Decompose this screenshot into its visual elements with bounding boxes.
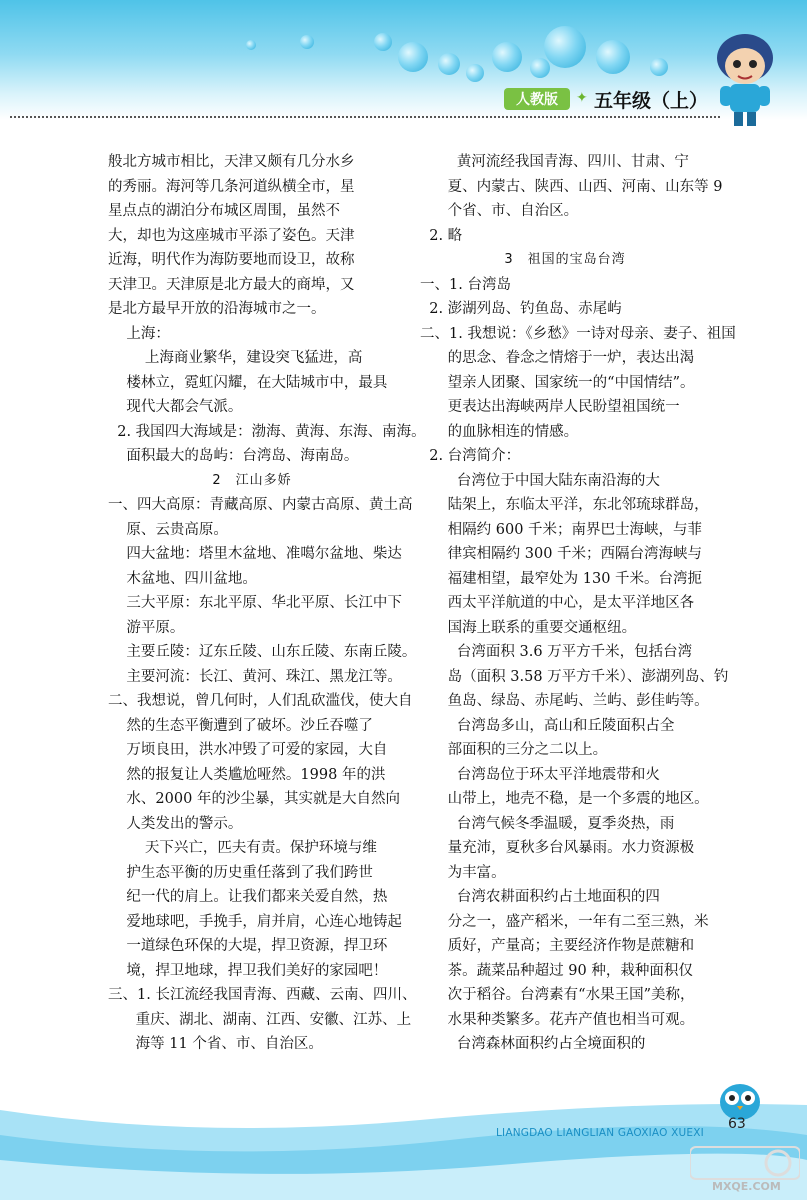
- section-heading: 2 江山多娇: [212, 472, 292, 488]
- bubble-decoration: [596, 40, 630, 74]
- footer-wave: [0, 1080, 807, 1200]
- text-line: 上海商业繁华，建设突飞猛进，高: [108, 350, 363, 366]
- text-line: 个省、市、自治区。: [420, 203, 579, 219]
- edition-badge: 人教版: [504, 88, 570, 110]
- text-line: 上海：: [108, 325, 170, 342]
- text-line: 的思念、眷念之情熔于一炉，表达出渴: [420, 350, 695, 366]
- text-line: 的秀丽。海河等几条河道纵横全市，星: [108, 178, 355, 195]
- text-line: 夏、内蒙古、陕西、山西、河南、山东等 9: [420, 178, 723, 195]
- watermark-url: MXQE.COM: [712, 1180, 781, 1193]
- text-line: 主要丘陵：辽东丘陵、山东丘陵、东南丘陵。: [108, 644, 417, 660]
- text-line: 台湾农耕面积约占土地面积的四: [420, 889, 660, 905]
- text-line: 2. 澎湖列岛、钓鱼岛、赤尾屿: [420, 301, 622, 317]
- bubble-decoration: [492, 42, 522, 72]
- text-line: 台湾位于中国大陆东南沿海的大: [420, 472, 660, 489]
- text-line: 大，却也为这座城市平添了姿色。天津: [108, 227, 355, 244]
- text-line: 2. 台湾简介：: [420, 448, 521, 464]
- text-line: 2. 略: [420, 227, 463, 244]
- text-line: 三大平原：东北平原、华北平原、长江中下: [108, 595, 402, 611]
- text-line: 天下兴亡，匹夫有责。保护环境与维: [108, 840, 377, 856]
- page-number: 63: [728, 1116, 746, 1132]
- series-title: LIANGDAO LIANGLIAN GAOXIAO XUEXI: [496, 1127, 704, 1139]
- text-line: 四大盆地：塔里木盆地、准噶尔盆地、柴达: [108, 546, 402, 562]
- diamond-icon: ✦: [576, 90, 588, 106]
- text-line: 海等 11 个省、市、自治区。: [108, 1036, 323, 1052]
- text-line: 的血脉相连的情感。: [420, 423, 579, 440]
- text-line: 岛（面积 3.58 万平方千米）、澎湖列岛、钓: [420, 668, 729, 685]
- text-line: 护生态平衡的历史重任落到了我们跨世: [108, 864, 373, 881]
- bubble-decoration: [544, 26, 586, 68]
- mascot-boy-icon: [700, 28, 790, 128]
- text-line: 台湾岛位于环太平洋地震带和火: [420, 766, 660, 783]
- text-line: 游平原。: [108, 619, 185, 636]
- bubble-decoration: [650, 58, 668, 76]
- text-line: 水、2000 年的沙尘暴，其实就是大自然向: [108, 791, 400, 807]
- text-line: 台湾岛多山，高山和丘陵面积占全: [420, 717, 675, 734]
- text-line: 分之一，盛产稻米，一年有二至三熟，米: [420, 913, 709, 930]
- text-line: 一、四大高原：青藏高原、内蒙古高原、黄土高: [108, 497, 413, 513]
- text-line: 黄河流经我国青海、四川、甘肃、宁: [420, 154, 689, 170]
- text-line: 般北方城市相比，天津又颇有几分水乡: [108, 154, 355, 170]
- text-line: 陆架上，东临太平洋，东北邻琉球群岛，: [420, 497, 709, 513]
- bubble-decoration: [466, 64, 484, 82]
- text-line: 现代大都会气派。: [108, 399, 243, 415]
- text-line: 西太平洋航道的中心，是太平洋地区各: [420, 595, 695, 611]
- text-line: 二、1. 我想说：《乡愁》一诗对母亲、妻子、祖国: [420, 325, 736, 342]
- text-line: 鱼岛、绿岛、赤尾屿、兰屿、彭佳屿等。: [420, 693, 709, 709]
- text-line: 质好，产量高；主要经济作物是蔗糖和: [420, 938, 695, 954]
- text-line: 望亲人团聚、国家统一的“中国情结”。: [420, 374, 695, 391]
- bubble-decoration: [246, 40, 256, 50]
- text-line: 然的生态平衡遭到了破坏。沙丘吞噬了: [108, 717, 373, 734]
- text-line: 2. 我国四大海域是：渤海、黄海、东海、南海。: [108, 423, 426, 440]
- text-line: 楼林立，霓虹闪耀，在大陆城市中，最具: [108, 374, 388, 391]
- text-line: 部面积的三分之二以上。: [420, 742, 608, 758]
- bubble-decoration: [398, 42, 428, 72]
- right-column: [420, 150, 736, 1057]
- text-line: 量充沛，夏秋多台风暴雨。水力资源极: [420, 840, 695, 856]
- text-line: 次于稻谷。台湾素有“水果王国”美称，: [420, 987, 695, 1003]
- bubble-decoration: [374, 33, 392, 51]
- text-line: 爱地球吧，手挽手，肩并肩，心连心地铸起: [108, 913, 402, 930]
- text-line: 台湾气候冬季温暖，夏季炎热，雨: [420, 815, 675, 832]
- text-line: 然的报复让人类尴尬哑然。1998 年的洪: [108, 766, 386, 783]
- text-line: 台湾森林面积约占全境面积的: [420, 1036, 646, 1052]
- text-line: 水果种类繁多。花卉产值也相当可观。: [420, 1011, 695, 1028]
- text-line: 更表达出海峡两岸人民盼望祖国统一: [420, 399, 680, 415]
- bubble-decoration: [300, 35, 314, 49]
- text-line: 福建相望，最窄处为 130 千米。台湾扼: [420, 570, 703, 587]
- text-line: 天津卫。天津原是北方最大的商埠，又: [108, 276, 355, 293]
- bubble-decoration: [530, 58, 550, 78]
- text-line: 一道绿色环保的大堤，捍卫资源，捍卫环: [108, 938, 388, 954]
- text-line: 星点点的湖泊分布城区周围，虽然不: [108, 203, 340, 219]
- text-line: 一、1. 台湾岛: [420, 276, 511, 293]
- text-line: 国海上联系的重要交通枢纽。: [420, 619, 637, 636]
- text-line: 境，捍卫地球，捍卫我们美好的家园吧！: [108, 962, 388, 979]
- text-line: 主要河流：长江、黄河、珠江、黑龙江等。: [108, 668, 402, 685]
- text-line: 律宾相隔约 300 千米；西隔台湾海峡与: [420, 546, 703, 562]
- text-line: 木盆地、四川盆地。: [108, 570, 257, 587]
- grade-label: 五年级（上）: [594, 90, 709, 112]
- text-line: 相隔约 600 千米；南界巴士海峡，与菲: [420, 521, 703, 538]
- text-line: 是北方最早开放的沿海城市之一。: [108, 301, 326, 317]
- text-line: 为丰富。: [420, 864, 506, 881]
- section-heading: 3 祖国的宝岛台湾: [504, 252, 626, 267]
- text-line: 面积最大的岛屿：台湾岛、海南岛。: [108, 448, 359, 464]
- text-line: 三、1. 长江流经我国青海、西藏、云南、四川、: [108, 987, 417, 1003]
- bubble-decoration: [438, 53, 460, 75]
- text-line: 台湾面积 3.6 万平方千米，包括台湾: [420, 644, 693, 660]
- header-divider: [10, 116, 720, 118]
- text-line: 万顷良田，洪水冲毁了可爱的家园，大自: [108, 742, 388, 758]
- left-column: [108, 150, 426, 1057]
- text-line: 二、我想说，曾几何时，人们乱砍滥伐，使大自: [108, 693, 413, 709]
- text-line: 山带上，地壳不稳，是一个多震的地区。: [420, 791, 709, 807]
- text-line: 重庆、湖北、湖南、江西、安徽、江苏、上: [108, 1011, 412, 1028]
- text-line: 纪一代的肩上。让我们都来关爱自然，热: [108, 889, 388, 905]
- text-line: 原、云贵高原。: [108, 521, 228, 538]
- text-line: 人类发出的警示。: [108, 815, 243, 832]
- text-line: 茶。蔬菜品种超过 90 种，栽种面积仅: [420, 962, 693, 979]
- text-line: 近海，明代作为海防要地而设卫，故称: [108, 252, 355, 268]
